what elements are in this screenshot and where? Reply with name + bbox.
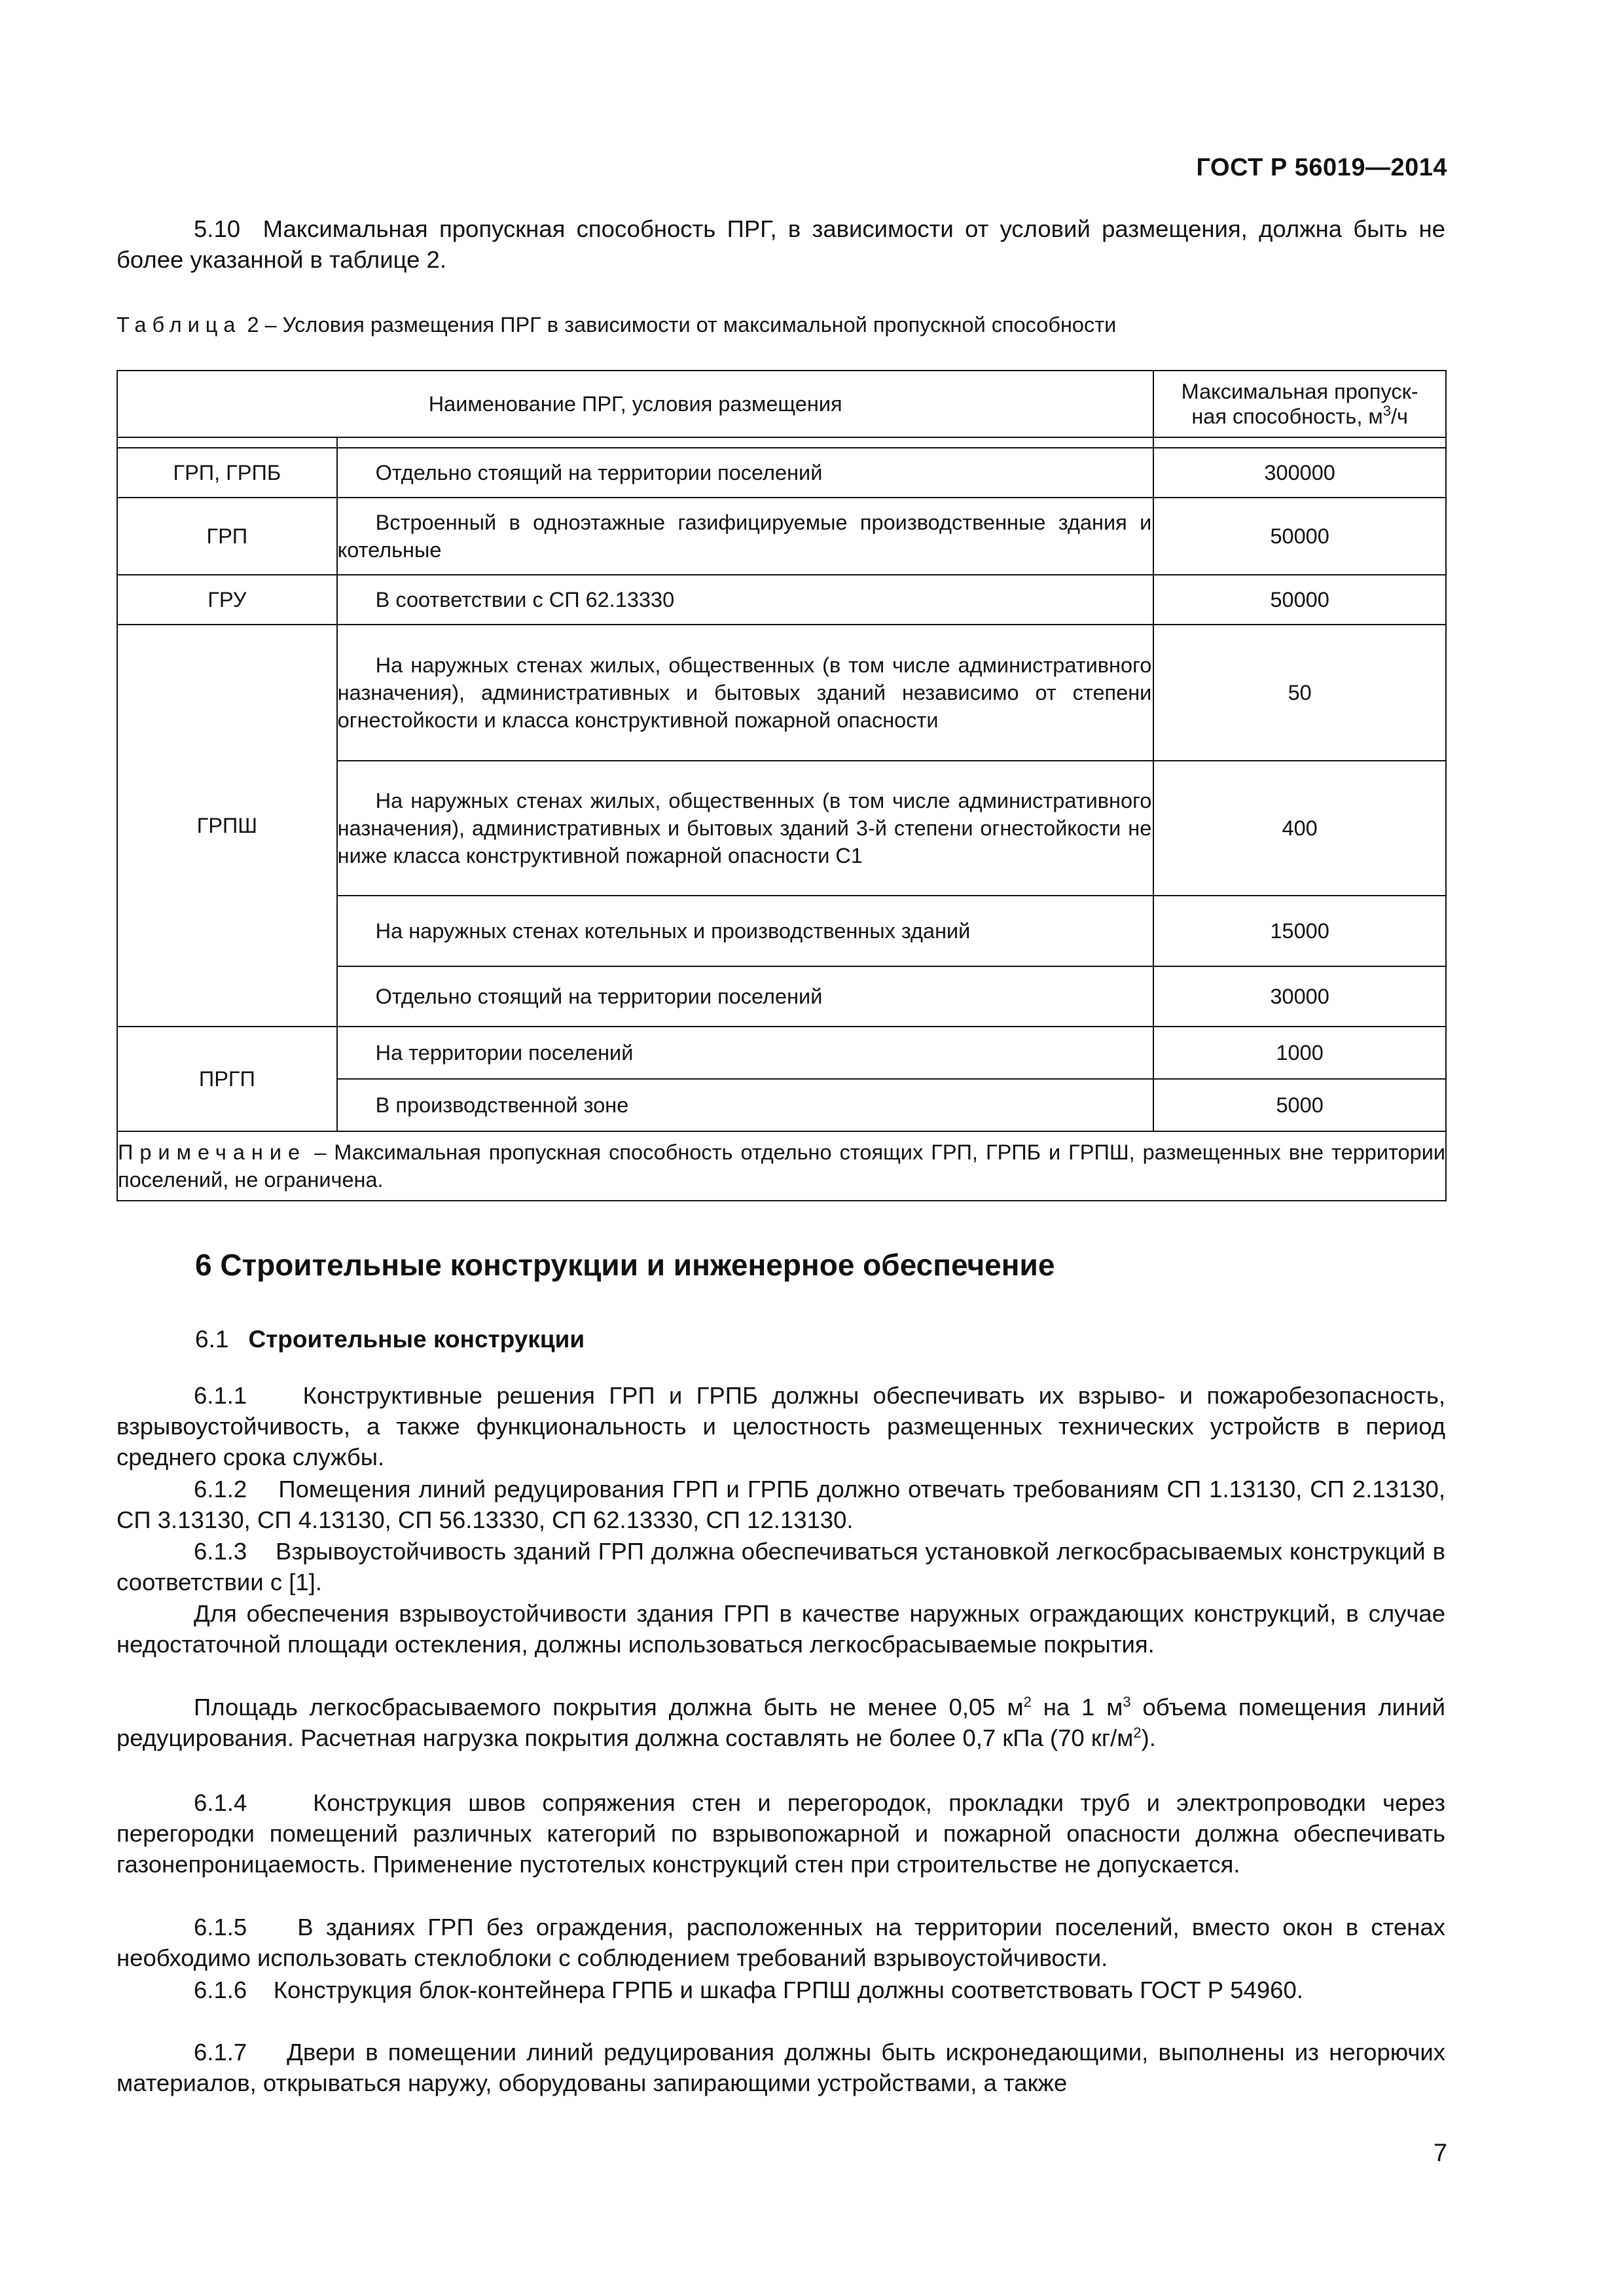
condition-cell (337, 761, 1154, 896)
paragraph-text: на 1 м (1031, 1694, 1123, 1721)
condition-text: На наружных стенах жилых, общественных (в том числе административного назначения), административных и бытовых зданий независимо от степени огнестойкости и класса конструктивной пожарной опасности (337, 653, 1152, 732)
paragraph-6-1-3 (117, 1536, 1445, 1597)
paragraph-6-1-1 (117, 1380, 1445, 1472)
capacity-cell: 15000 (1153, 896, 1446, 966)
condition-text: На территории поселений (375, 1041, 634, 1065)
table-caption-prefix: Таблица (117, 313, 242, 337)
header-capacity-cell (1153, 371, 1446, 437)
table-header-row (117, 371, 1446, 437)
paragraph-6-1-4 (117, 1787, 1445, 1880)
paragraph-6-1-7 (117, 2037, 1445, 2098)
paragraph-text: Помещения линий редуцирования ГРП и ГРПБ должно отвечать требованиям СП 1.13130, СП 2.13130, СП 3.13130, СП 4.13130, СП 56.13330, СП 62.13330, СП 12.13130. (117, 1476, 1445, 1533)
paragraph-number: 6.1.3 (194, 1538, 247, 1565)
paragraph-number: 6.1.6 (194, 1977, 247, 2003)
paragraph-6-1-5 (117, 1912, 1445, 1973)
paragraph-6-1-3b (117, 1598, 1445, 1660)
type-cell: ПРГП (117, 1027, 337, 1131)
condition-text: На наружных стенах котельных и производственных зданий (375, 919, 971, 943)
subsection-title: Строительные конструкции (248, 1326, 585, 1353)
paragraph-text: Взрывоустойчивость зданий ГРП должна обеспечиваться установкой легкосбрасываемых конструкций в соответствии с [1]. (117, 1538, 1445, 1595)
condition-text: Отдельно стоящий на территории поселений (375, 461, 823, 484)
condition-cell (337, 966, 1154, 1027)
header-capacity-line1: Максимальная пропуск- (1181, 380, 1418, 403)
table-row (117, 498, 1446, 575)
condition-cell (337, 1027, 1154, 1079)
paragraph-6-1-6 (117, 1975, 1445, 2005)
paragraph-number: 6.1.7 (194, 2039, 247, 2066)
condition-text: На наружных стенах жилых, общественных (в том числе административного назначения), административных и бытовых зданий 3-й степени огнестойкости не ниже класса конструктивной пожарной опасности С1 (337, 789, 1152, 867)
subsection-heading (195, 1326, 585, 1353)
header-capacity-line2: ная способность, м (1191, 405, 1383, 428)
paragraph-text: В зданиях ГРП без ограждения, расположенных на территории поселений, вместо окон в стенах необходимо использовать стеклоблоки с соблюдением требований взрывоустойчивости. (117, 1914, 1445, 1971)
note-prefix: Примечание (118, 1140, 307, 1164)
table-caption (117, 313, 1116, 337)
table-row (117, 575, 1446, 625)
condition-text: В производственной зоне (375, 1093, 629, 1117)
type-cell: ГРП, ГРПБ (117, 448, 337, 498)
superscript: 3 (1123, 1693, 1131, 1710)
paragraph-number-text: 5.10 (194, 215, 241, 242)
paragraph-text: Конструктивные решения ГРП и ГРПБ должны обеспечивать их взрыво- и пожаробезопасность, взрывоустойчивость, а также функциональность и целостность размещенных технических устройств в период среднего срока службы. (117, 1382, 1445, 1470)
note-text: – Максимальная пропускная способность отдельно стоящих ГРП, ГРПБ и ГРПШ, размещенных вне территории поселений, не ограничена. (118, 1140, 1446, 1192)
type-cell: ГРУ (117, 575, 337, 625)
condition-cell (337, 498, 1154, 575)
type-cell: ГРП (117, 498, 337, 575)
capacity-cell: 1000 (1153, 1027, 1446, 1079)
capacity-cell: 300000 (1153, 448, 1446, 498)
header-capacity-unit: /ч (1390, 405, 1408, 428)
table-row (117, 448, 1446, 498)
capacity-cell: 50000 (1153, 498, 1446, 575)
paragraph-number: 6.1.5 (194, 1914, 247, 1941)
paragraph-5-10 (117, 213, 1445, 275)
condition-cell (337, 625, 1154, 761)
paragraph-number: 6.1.2 (194, 1476, 247, 1503)
capacity-cell: 50000 (1153, 575, 1446, 625)
table-note-cell (117, 1131, 1446, 1201)
table-2 (117, 370, 1447, 1201)
superscript: 2 (1023, 1693, 1032, 1710)
paragraph-text: Конструкция швов сопряжения стен и перегородок, прокладки труб и электропроводки через перегородки помещений различных категорий по взрывопожарной и пожарной опасности должна обеспечивать газонепроницаемость. Применение пустотелых конструкций стен при строительстве не допускается. (117, 1789, 1445, 1878)
superscript: 2 (1133, 1724, 1142, 1741)
paragraph-6-1-3c (117, 1692, 1445, 1753)
paragraph-text: Двери в помещении линий редуцирования должны быть искронедающими, выполнены из негорючих материалов, открываться наружу, оборудованы запирающими устройствами, а также (117, 2039, 1445, 2096)
condition-text: Отдельно стоящий на территории поселений (375, 985, 823, 1008)
condition-text: Встроенный в одноэтажные газифицируемые производственные здания и котельные (337, 511, 1152, 562)
paragraph-text: объема помещения линий редуцирования. Расчетная нагрузка покрытия должна составлять не более 0,7 кПа (70 кг/м (117, 1694, 1446, 1751)
type-cell: ГРПШ (117, 625, 337, 1027)
paragraph-text: Конструкция блок-контейнера ГРПБ и шкафа ГРПШ должны соответствовать ГОСТ Р 54960. (273, 1977, 1303, 2003)
paragraph-text: ). (1141, 1724, 1156, 1751)
condition-cell (337, 448, 1154, 498)
capacity-cell: 5000 (1153, 1079, 1446, 1131)
capacity-cell: 50 (1153, 625, 1446, 761)
paragraph-number: 6.1.1 (194, 1382, 247, 1409)
condition-text: В соответствии с СП 62.13330 (375, 588, 675, 611)
table-caption-text: 2 – Условия размещения ПРГ в зависимости от максимальной пропускной способности (247, 313, 1117, 337)
capacity-cell: 30000 (1153, 966, 1446, 1027)
table-note-row (117, 1131, 1446, 1201)
table-row (117, 625, 1446, 761)
condition-cell (337, 1079, 1154, 1131)
header-name-cell: Наименование ПРГ, условия размещения (117, 371, 1153, 437)
table-row (117, 1027, 1446, 1079)
paragraph-text: Площадь легкосбрасываемого покрытия должна быть не менее 0,05 м (194, 1694, 1024, 1721)
header-divider (117, 437, 1446, 448)
subsection-number: 6.1 (195, 1326, 229, 1353)
condition-cell (337, 896, 1154, 966)
paragraph-text: Для обеспечения взрывоустойчивости здания ГРП в качестве наружных ограждающих конструкций, в случае недостаточной площади остекления, должны использоваться легкосбрасываемые покрытия. (117, 1600, 1445, 1658)
condition-cell (337, 575, 1154, 625)
header-capacity-sup: 3 (1382, 403, 1391, 420)
paragraph-number: 6.1.4 (194, 1789, 247, 1816)
document-header: ГОСТ Р 56019—2014 (1196, 154, 1447, 181)
paragraph-6-1-2 (117, 1474, 1445, 1535)
paragraph-text: Максимальная пропускная способность ПРГ, в зависимости от условий размещения, должна быть не более указанной в таблице 2. (117, 215, 1445, 273)
page-number: 7 (1433, 2140, 1447, 2167)
section-heading: 6 Строительные конструкции и инженерное обеспечение (195, 1248, 1055, 1282)
capacity-cell: 400 (1153, 761, 1446, 896)
